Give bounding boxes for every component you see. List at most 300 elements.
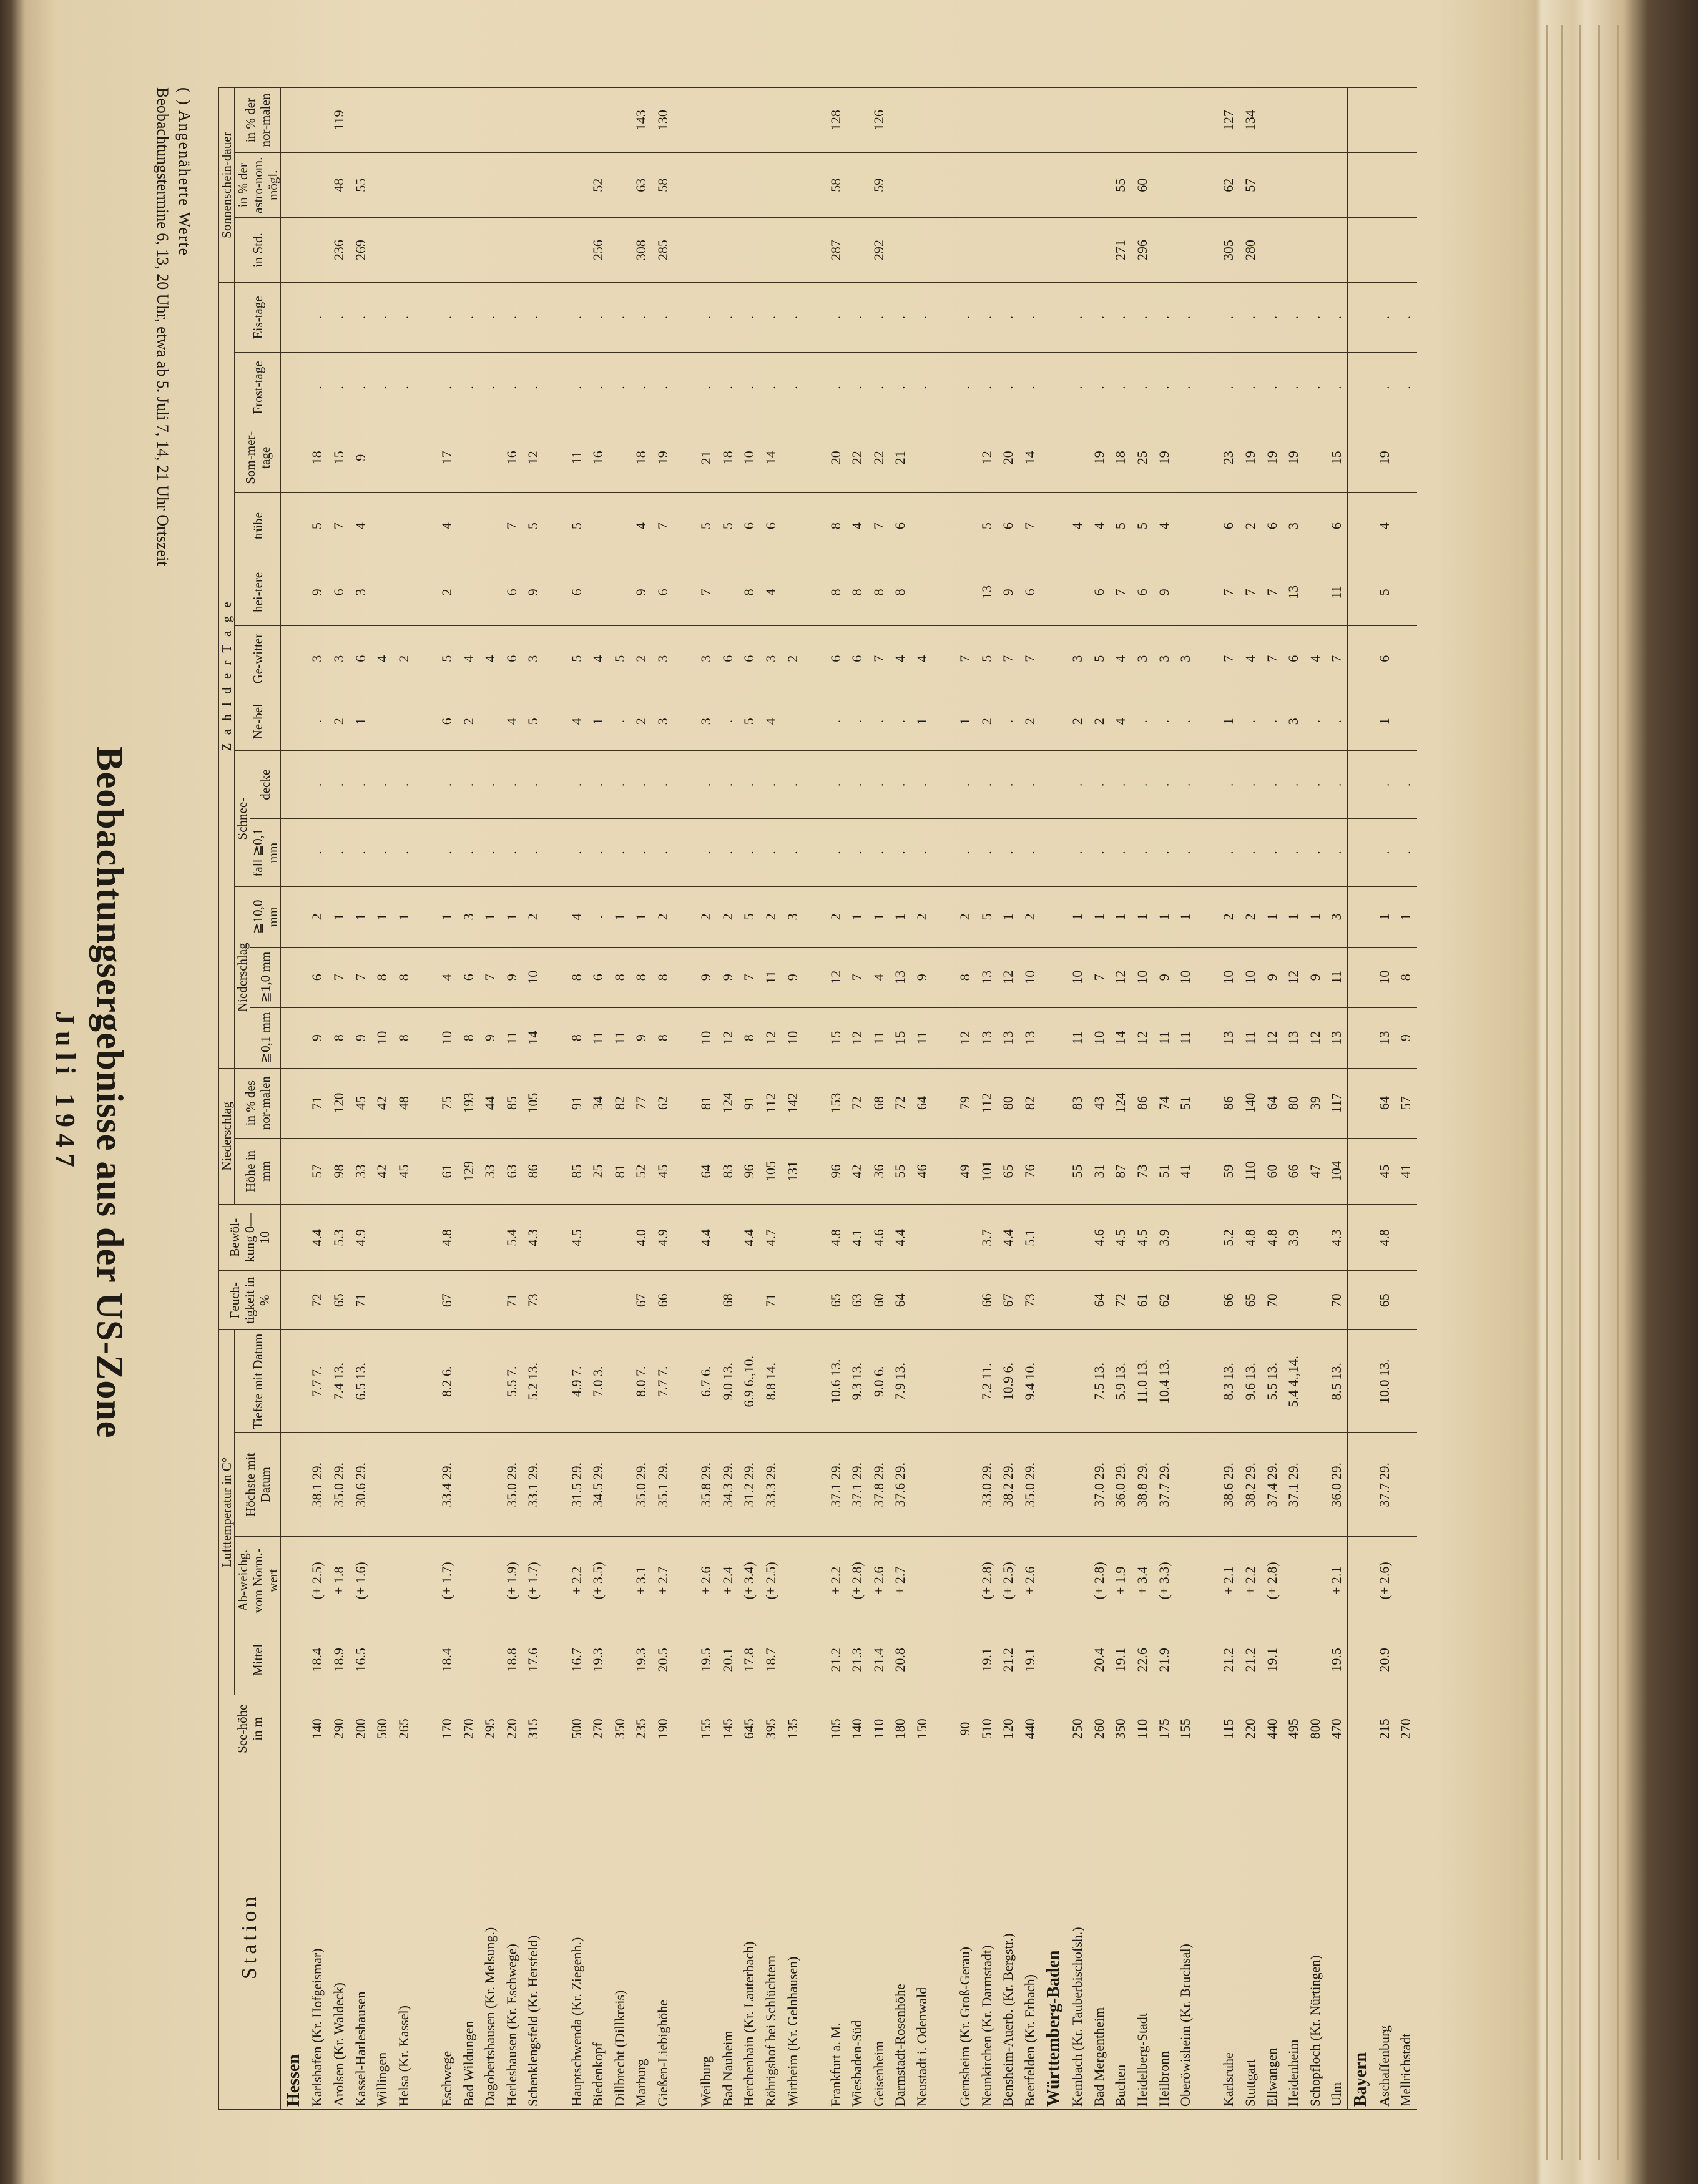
table-cell: . <box>631 353 652 423</box>
table-cell: . <box>998 819 1019 887</box>
table-cell: 18.4 <box>436 1625 458 1695</box>
table-cell: 45 <box>350 1068 371 1138</box>
table-cell: 19 <box>1089 423 1111 492</box>
table-cell: 67 <box>631 1271 652 1330</box>
table-row <box>1132 88 1154 2110</box>
table-cell: 42 <box>371 1138 393 1204</box>
table-cell <box>782 692 803 751</box>
table-cell: . <box>1283 751 1305 819</box>
table-cell: 3 <box>1283 692 1305 751</box>
table-cell: 2 <box>1019 692 1041 751</box>
station-name: Heilbronn <box>1153 1763 1175 2109</box>
table-cell: 65 <box>998 1138 1019 1204</box>
table-cell: 124 <box>1110 1068 1132 1138</box>
table-row <box>976 88 998 2110</box>
table-cell: 55 <box>1067 1138 1089 1204</box>
table-cell: 6 <box>307 947 328 1007</box>
table-row <box>609 88 631 2110</box>
empty-cell <box>803 559 825 625</box>
table-cell <box>479 88 501 153</box>
header-station: Station <box>219 1763 281 2109</box>
table-cell: 11 <box>1326 559 1348 625</box>
table-row <box>847 88 868 2110</box>
table-cell: 82 <box>609 1068 631 1138</box>
station-name: Karlshafen (Kr. Hofgeismar) <box>307 1763 328 2109</box>
table-cell: . <box>631 819 652 887</box>
table-cell: 3 <box>652 692 674 751</box>
table-cell <box>717 88 739 153</box>
table-cell: 55 <box>350 153 371 218</box>
table-cell: 63 <box>501 1138 523 1204</box>
table-cell: 4.6 <box>868 1205 890 1271</box>
table-cell: 6 <box>825 625 847 692</box>
empty-cell <box>415 559 436 625</box>
table-cell: . <box>1153 751 1175 819</box>
table-cell: 8 <box>652 947 674 1007</box>
table-cell <box>371 1271 393 1330</box>
empty-cell <box>415 1205 436 1271</box>
table-cell: 1 <box>501 886 523 947</box>
empty-cell <box>803 353 825 423</box>
empty-cell <box>281 1138 307 1204</box>
table-cell: 10 <box>1067 947 1089 1007</box>
empty-cell <box>674 1695 695 1763</box>
table-cell: 6 <box>739 492 760 559</box>
table-cell: 105 <box>523 1068 544 1138</box>
table-cell: 645 <box>739 1695 760 1763</box>
table-cell: . <box>566 819 587 887</box>
table-cell <box>1175 1330 1197 1433</box>
table-cell: . <box>760 283 782 353</box>
empty-cell <box>1041 218 1067 283</box>
table-cell: . <box>868 283 890 353</box>
table-cell <box>911 1625 933 1695</box>
table-cell: 3.7 <box>976 1205 998 1271</box>
table-cell: 2 <box>393 625 415 692</box>
table-cell: 4 <box>631 492 652 559</box>
table-cell <box>1283 1536 1305 1625</box>
table-row <box>890 88 911 2110</box>
table-cell <box>609 1536 631 1625</box>
header-zd-heiter: hei-tere <box>235 559 281 625</box>
table-cell: 19 <box>1261 423 1283 492</box>
table-cell <box>566 1271 587 1330</box>
table-cell: 4.1 <box>847 1205 868 1271</box>
station-name: Kassel-Harleshausen <box>350 1763 371 2109</box>
table-cell: 10 <box>1373 947 1395 1007</box>
table-cell: 470 <box>1326 1695 1348 1763</box>
empty-cell <box>281 1536 307 1625</box>
table-cell: 7.7 7. <box>652 1330 674 1433</box>
header-ns-hoehe: Höhe in mm <box>235 1138 281 1204</box>
station-name: Wirtheim (Kr. Gelnhausen) <box>782 1763 803 2109</box>
table-cell: . <box>1175 819 1197 887</box>
empty-cell <box>1041 692 1067 751</box>
table-row <box>1218 88 1240 2110</box>
table-cell: . <box>1326 692 1348 751</box>
empty-cell <box>544 1271 566 1330</box>
table-cell: 5 <box>566 492 587 559</box>
table-cell: 10 <box>739 423 760 492</box>
table-cell: 37.1 29. <box>847 1433 868 1536</box>
empty-cell <box>281 88 307 153</box>
table-cell: 21.2 <box>825 1625 847 1695</box>
table-cell: 41 <box>1175 1138 1197 1204</box>
table-cell <box>1019 88 1041 153</box>
table-cell: . <box>868 353 890 423</box>
table-cell: 5.2 <box>1218 1205 1240 1271</box>
table-cell <box>609 218 631 283</box>
table-cell: 4 <box>566 886 587 947</box>
table-cell: 65 <box>1373 1271 1395 1330</box>
table-cell: 1 <box>1110 886 1132 947</box>
table-cell <box>458 1271 479 1330</box>
table-row <box>868 88 890 2110</box>
table-cell: 7 <box>652 492 674 559</box>
table-cell: . <box>1373 353 1395 423</box>
empty-cell <box>674 751 695 819</box>
table-cell: 9.6 13. <box>1240 1330 1262 1433</box>
table-cell: 250 <box>1067 1695 1089 1763</box>
table-cell: . <box>587 283 609 353</box>
empty-cell <box>933 1763 955 2109</box>
table-cell: 120 <box>998 1695 1019 1763</box>
table-cell: . <box>695 751 717 819</box>
table-cell: 13 <box>1283 559 1305 625</box>
header-zd-frost: Frost-tage <box>235 353 281 423</box>
table-cell: 23 <box>1218 423 1240 492</box>
table-row <box>631 88 652 2110</box>
header-so-norm: in % der nor-malen <box>235 88 281 153</box>
table-cell: . <box>911 353 933 423</box>
empty-cell <box>1041 1271 1067 1330</box>
empty-cell <box>415 1068 436 1138</box>
table-cell: . <box>393 751 415 819</box>
table-cell <box>393 1536 415 1625</box>
table-row <box>393 88 415 2110</box>
empty-cell <box>803 492 825 559</box>
table-cell: 42 <box>371 1068 393 1138</box>
table-cell: 220 <box>501 1695 523 1763</box>
table-cell: 3 <box>695 625 717 692</box>
table-cell: . <box>1175 751 1197 819</box>
table-cell: 6 <box>998 492 1019 559</box>
header-zd-100: ≧10,0 mm <box>250 886 281 947</box>
table-cell: . <box>955 353 976 423</box>
table-cell: 14 <box>760 423 782 492</box>
table-cell: . <box>1110 819 1132 887</box>
table-cell <box>458 1433 479 1536</box>
table-cell: 64 <box>890 1271 911 1330</box>
table-cell: 1 <box>393 886 415 947</box>
empty-cell <box>544 692 566 751</box>
table-cell <box>393 218 415 283</box>
station-name: Neunkirchen (Kr. Darmstadt) <box>976 1763 998 2109</box>
table-cell: 2 <box>1089 692 1111 751</box>
table-cell: . <box>1373 283 1395 353</box>
station-name: Karlsruhe <box>1218 1763 1240 2109</box>
table-cell: 4.5 <box>566 1205 587 1271</box>
table-cell: 6 <box>566 559 587 625</box>
empty-cell <box>1041 1007 1067 1068</box>
table-cell <box>371 1433 393 1536</box>
header-zahl: Z a h l d e r T a g e <box>219 283 235 1068</box>
empty-cell <box>415 88 436 153</box>
table-cell <box>1089 88 1111 153</box>
table-cell: . <box>1067 819 1089 887</box>
empty-cell <box>1041 1536 1067 1625</box>
table-cell: (+ 3.3) <box>1153 1536 1175 1625</box>
table-cell: . <box>1240 692 1262 751</box>
empty-cell <box>1348 423 1374 492</box>
table-cell: 170 <box>436 1695 458 1763</box>
table-cell <box>609 1625 631 1695</box>
table-cell: 3 <box>1175 625 1197 692</box>
table-cell: 1 <box>911 692 933 751</box>
table-cell <box>609 492 631 559</box>
table-cell: 21.9 <box>1153 1625 1175 1695</box>
header-zd-gew: Ge-witter <box>235 625 281 692</box>
table-cell <box>1283 153 1305 218</box>
table-cell <box>523 153 544 218</box>
table-cell: 105 <box>760 1138 782 1204</box>
table-cell: 6 <box>1089 559 1111 625</box>
table-cell: 37.0 29. <box>1089 1433 1111 1536</box>
table-cell <box>782 153 803 218</box>
table-cell: 260 <box>1089 1695 1111 1763</box>
empty-cell <box>674 1205 695 1271</box>
table-cell: + 3.4 <box>1132 1536 1154 1625</box>
table-cell: 5 <box>566 625 587 692</box>
table-cell <box>1395 88 1417 153</box>
table-cell: 1 <box>371 886 393 947</box>
table-cell <box>782 1433 803 1536</box>
station-name: Beerfelden (Kr. Erbach) <box>1019 1763 1041 2109</box>
table-cell <box>1132 88 1154 153</box>
table-cell: 130 <box>652 88 674 153</box>
table-cell: 6 <box>847 625 868 692</box>
empty-cell <box>281 751 307 819</box>
table-cell <box>479 1536 501 1625</box>
table-cell: 11 <box>609 1007 631 1068</box>
station-name: Ellwangen <box>1261 1763 1283 2109</box>
table-cell: 440 <box>1261 1695 1283 1763</box>
table-cell: 85 <box>501 1068 523 1138</box>
table-cell <box>1261 153 1283 218</box>
table-cell <box>1326 153 1348 218</box>
table-cell: 395 <box>760 1695 782 1763</box>
station-name: Neustadt i. Odenwald <box>911 1763 933 2109</box>
table-cell: 6 <box>501 625 523 692</box>
station-name: Dagobertshausen (Kr. Melsung.) <box>479 1763 501 2109</box>
station-name: Bad Mergentheim <box>1089 1763 1111 2109</box>
table-cell <box>371 218 393 283</box>
table-cell: . <box>739 353 760 423</box>
empty-cell <box>1348 692 1374 751</box>
table-cell: 4 <box>890 625 911 692</box>
table-cell <box>955 1625 976 1695</box>
empty-cell <box>1348 819 1374 887</box>
table-cell <box>458 218 479 283</box>
table-cell: 73 <box>1132 1138 1154 1204</box>
table-cell: 1 <box>1305 886 1327 947</box>
table-cell <box>955 218 976 283</box>
empty-cell <box>1197 492 1219 559</box>
empty-cell <box>415 353 436 423</box>
station-name: Bad Wildungen <box>458 1763 479 2109</box>
header-zd-schnee: Schnee- <box>235 751 250 886</box>
table-cell <box>911 423 933 492</box>
footnote-times: Beobachtungstermine 6, 13, 20 Uhr, etwa ab 5. Juli 7, 14, 21 Uhr Ortszeit <box>154 87 172 566</box>
table-cell <box>1305 1536 1327 1625</box>
table-cell: . <box>911 751 933 819</box>
table-cell: 68 <box>717 1271 739 1330</box>
table-cell: 4 <box>436 947 458 1007</box>
table-cell: . <box>371 353 393 423</box>
table-cell: . <box>307 751 328 819</box>
table-cell: 21.4 <box>868 1625 890 1695</box>
table-cell: 6.7 6. <box>695 1330 717 1433</box>
table-cell: 5.4 <box>501 1205 523 1271</box>
empty-cell <box>1348 1138 1374 1204</box>
empty-cell <box>933 1433 955 1536</box>
table-cell: . <box>717 819 739 887</box>
table-cell <box>911 88 933 153</box>
group-gap-row <box>674 88 695 2110</box>
table-cell: . <box>436 283 458 353</box>
empty-cell <box>281 1330 307 1433</box>
table-cell: 13 <box>976 559 998 625</box>
table-cell: 98 <box>328 1138 350 1204</box>
table-cell: . <box>393 353 415 423</box>
table-cell: 60 <box>1261 1138 1283 1204</box>
table-cell: . <box>695 283 717 353</box>
table-cell: 12 <box>717 1007 739 1068</box>
table-cell <box>587 88 609 153</box>
table-cell: 153 <box>825 1068 847 1138</box>
table-cell: 220 <box>1240 1695 1262 1763</box>
table-cell <box>1305 218 1327 283</box>
table-cell: 270 <box>1395 1695 1417 1763</box>
table-cell: 12 <box>1261 1007 1283 1068</box>
table-cell: 5.2 13. <box>523 1330 544 1433</box>
empty-cell <box>674 1433 695 1536</box>
empty-cell <box>281 1271 307 1330</box>
empty-cell <box>415 886 436 947</box>
table-row <box>371 88 393 2110</box>
table-cell: 5 <box>436 625 458 692</box>
table-cell <box>1395 559 1417 625</box>
table-cell: 38.6 29. <box>1218 1433 1240 1536</box>
table-cell: 5 <box>717 492 739 559</box>
table-cell: 4.4 <box>998 1205 1019 1271</box>
table-cell <box>1395 153 1417 218</box>
empty-cell <box>415 1536 436 1625</box>
table-cell: . <box>1067 353 1089 423</box>
empty-cell <box>803 1433 825 1536</box>
empty-cell <box>1348 1205 1374 1271</box>
table-cell: 5.4 4.,14. <box>1283 1330 1305 1433</box>
empty-cell <box>803 886 825 947</box>
header-lufttemp: Lufttemperatur in C° <box>219 1330 235 1695</box>
table-cell: 18.4 <box>307 1625 328 1695</box>
empty-cell <box>281 947 307 1007</box>
table-cell: (+ 2.6) <box>1373 1536 1395 1625</box>
empty-cell <box>1041 559 1067 625</box>
region-name: Bayern <box>1348 1763 1374 2109</box>
table-cell: 175 <box>1153 1695 1175 1763</box>
table-cell: 350 <box>609 1695 631 1763</box>
empty-cell <box>1348 947 1374 1007</box>
table-cell: 33 <box>479 1138 501 1204</box>
empty-cell <box>281 1007 307 1068</box>
table-cell: . <box>717 283 739 353</box>
table-cell: 6 <box>350 625 371 692</box>
table-cell: 20.4 <box>1089 1625 1111 1695</box>
table-cell: 33.4 29. <box>436 1433 458 1536</box>
station-name: Wiesbaden-Süd <box>847 1763 868 2109</box>
table-cell: 7 <box>501 492 523 559</box>
empty-cell <box>281 692 307 751</box>
table-cell <box>393 692 415 751</box>
table-cell: . <box>825 353 847 423</box>
table-cell: 47 <box>1305 1138 1327 1204</box>
empty-cell <box>281 1625 307 1695</box>
empty-cell <box>1348 153 1374 218</box>
empty-cell <box>674 218 695 283</box>
table-cell: 4.8 <box>1240 1205 1262 1271</box>
empty-cell <box>281 1695 307 1763</box>
table-cell: 57 <box>1240 153 1262 218</box>
table-cell: 66 <box>1283 1138 1305 1204</box>
empty-cell <box>544 819 566 887</box>
table-cell: 1 <box>587 692 609 751</box>
station-name: Darmstadt-Rosenhöhe <box>890 1763 911 2109</box>
table-cell <box>393 1433 415 1536</box>
table-cell: . <box>350 283 371 353</box>
table-cell: 4 <box>1153 492 1175 559</box>
table-cell: . <box>1373 819 1395 887</box>
table-cell <box>1067 1433 1089 1536</box>
table-cell: 19 <box>652 423 674 492</box>
empty-cell <box>281 283 307 353</box>
table-cell: 77 <box>631 1068 652 1138</box>
table-cell: . <box>739 283 760 353</box>
table-cell: 46 <box>911 1138 933 1204</box>
empty-cell <box>1197 88 1219 153</box>
table-cell: 6 <box>652 559 674 625</box>
table-cell: 12 <box>523 423 544 492</box>
table-cell <box>695 153 717 218</box>
table-cell: 110 <box>1240 1138 1262 1204</box>
empty-cell <box>674 625 695 692</box>
table-cell: 2 <box>328 692 350 751</box>
table-cell <box>587 1271 609 1330</box>
table-cell: . <box>1305 819 1327 887</box>
table-cell: . <box>717 353 739 423</box>
table-cell: 57 <box>1395 1068 1417 1138</box>
table-cell: (+ 2.5) <box>760 1536 782 1625</box>
table-cell: 1 <box>1373 886 1395 947</box>
table-cell: 42 <box>847 1138 868 1204</box>
table-cell <box>1373 218 1395 283</box>
table-cell: 8.0 7. <box>631 1330 652 1433</box>
table-cell <box>1175 559 1197 625</box>
table-cell: . <box>458 751 479 819</box>
table-cell: 12 <box>760 1007 782 1068</box>
table-cell <box>847 218 868 283</box>
table-cell: 36.0 29. <box>1326 1433 1348 1536</box>
